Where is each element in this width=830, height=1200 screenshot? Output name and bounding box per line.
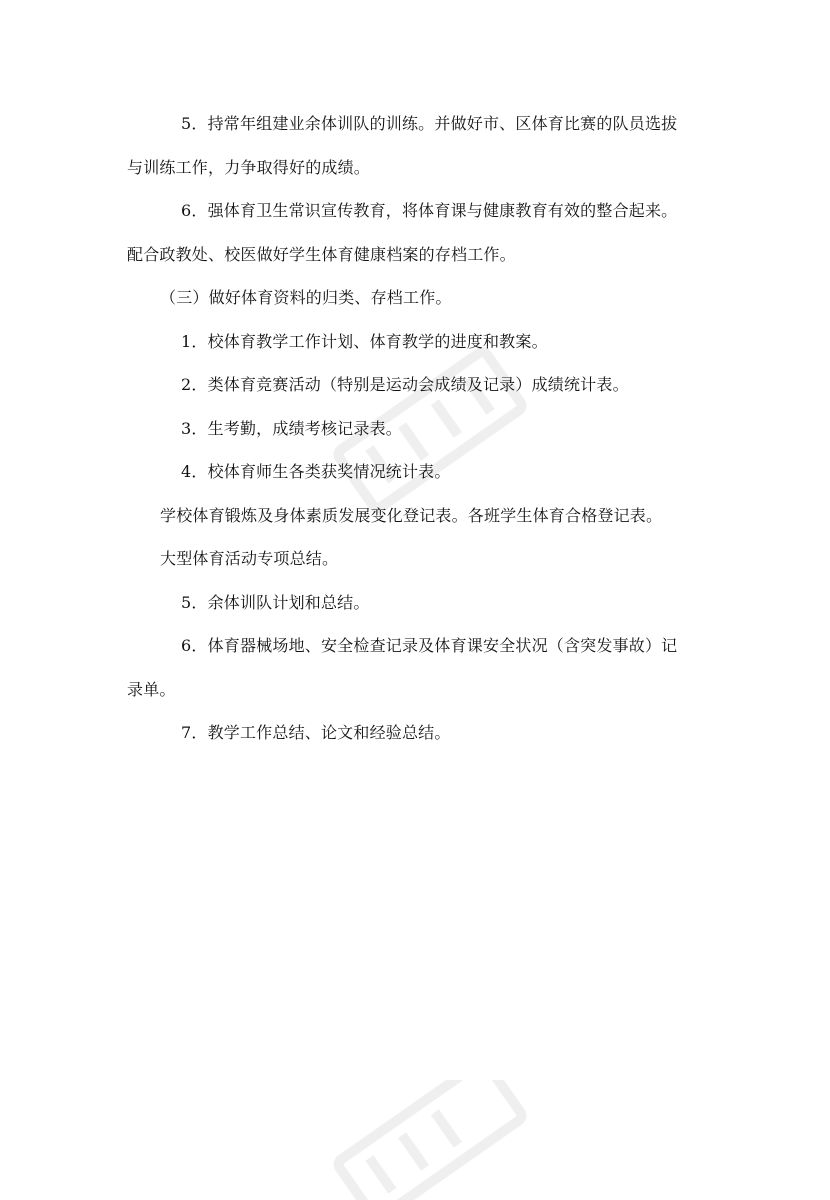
plain-line-2: 大型体育活动专项总结。 bbox=[160, 549, 339, 568]
list-item-7: 7．教学工作总结、论文和经验总结。 bbox=[181, 723, 451, 742]
paragraph-line-4: 配合政教处、校医做好学生体育健康档案的存档工作。 bbox=[127, 245, 516, 264]
list-item-6: 6．体育器械场地、安全检查记录及体育课安全状况（含突发事故）记 bbox=[181, 636, 678, 655]
list-item-3: 3．生考勤，成绩考核记录表。 bbox=[181, 419, 402, 438]
list-item-1: 1．校体育教学工作计划、体育教学的进度和教案。 bbox=[181, 332, 548, 351]
list-item-2: 2．类体育竞赛活动（特别是运动会成绩及记录）成绩统计表。 bbox=[181, 375, 629, 394]
paragraph-line-3: 6．强体育卫生常识宣传教育，将体育课与健康教育有效的整合起来。 bbox=[181, 201, 678, 220]
watermark-stamp-bottom bbox=[300, 1080, 560, 1200]
list-item-4: 4．校体育师生各类获奖情况统计表。 bbox=[181, 462, 451, 481]
plain-line-1: 学校体育锻炼及身体素质发展变化登记表。各班学生体育合格登记表。 bbox=[160, 506, 663, 525]
section-heading: （三）做好体育资料的归类、存档工作。 bbox=[160, 288, 452, 307]
paragraph-line-1: 5．持常年组建业余体训队的训练。并做好市、区体育比赛的队员选拔 bbox=[181, 114, 678, 133]
list-item-6-continuation: 录单。 bbox=[127, 680, 176, 699]
list-item-5: 5．余体训队计划和总结。 bbox=[181, 593, 370, 612]
paragraph-line-2: 与训练工作，力争取得好的成绩。 bbox=[127, 158, 371, 177]
